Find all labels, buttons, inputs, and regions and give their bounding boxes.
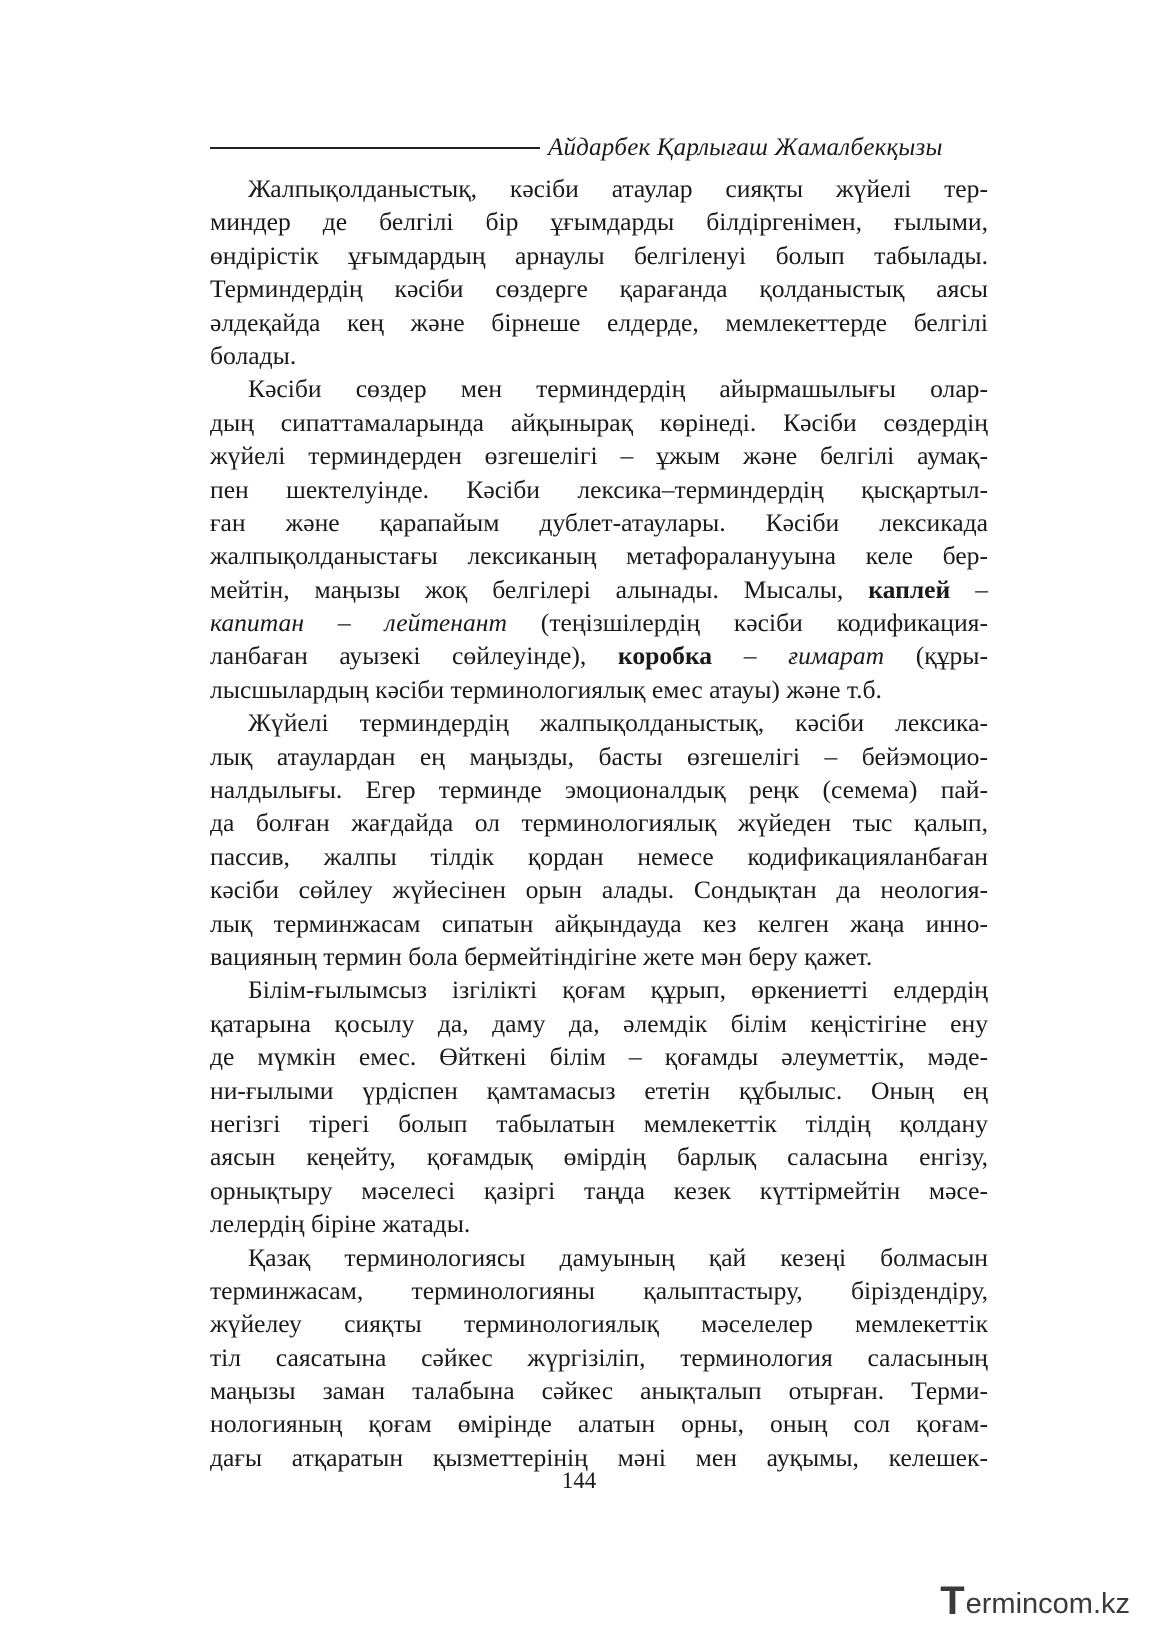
italic-term: ғимарат (788, 641, 885, 671)
italic-term: капитан – лейтенант (210, 608, 507, 638)
text-run: лық терминжасам сипатын айқындауда кез келген жаңа инно- (210, 908, 988, 938)
text-run: миндер де белгілі бір ұғымдарды білдіргенімен, ғылыми, (210, 207, 988, 237)
text-line (210, 1341, 988, 1374)
text-run: дың сипаттамаларында айқынырақ көрінеді. Кәсіби сөздердің (210, 407, 988, 437)
text-line (210, 673, 988, 706)
text-line (210, 1407, 988, 1440)
text-run: мейтін, маңызы жоқ белгілері алынады. Мысалы, (210, 574, 869, 604)
text-run: өндірістік ұғымдардың арнаулы белгіленуі болып табылады. (210, 240, 988, 270)
header-author: Айдарбек Қарлығаш Жамалбекқызы (548, 134, 943, 161)
text-run: Терминдердің кәсіби сөздерге қарағанда қолданыстық аясы (210, 274, 988, 304)
bold-term: коробка (617, 641, 713, 671)
paragraph (210, 1241, 988, 1475)
text-run: жүйелі терминдерден өзгешелігі – ұжым және белгілі аумақ- (210, 441, 988, 471)
text-line (210, 1174, 988, 1207)
text-line (210, 1007, 988, 1040)
text-line (210, 639, 988, 672)
text-run: ни-ғылыми үрдіспен қамтамасыз ететін құбылыс. Оның ең (210, 1075, 988, 1105)
running-header (210, 131, 988, 165)
text-run: Жүйелі терминдердің жалпықолданыстық, кәсіби лексика- (248, 708, 988, 738)
text-run: болады. (210, 340, 297, 370)
text-line (210, 1107, 988, 1140)
text-run: әлдеқайда кең және бірнеше елдерде, мемлекеттерде белгілі (210, 307, 988, 337)
text-line (210, 706, 988, 739)
body-text (210, 172, 988, 1474)
text-line (210, 940, 988, 973)
header-rule (210, 147, 540, 149)
text-run: терминжасам, терминологияны қалыптастыру, біріздендіру, (210, 1275, 988, 1305)
text-run: – (950, 574, 988, 604)
watermark-text: ermincom.kz (965, 1588, 1130, 1620)
text-line (210, 907, 988, 940)
text-line (210, 973, 988, 1006)
text-run: дағы атқаратын қызметтерінің мәні мен ауқымы, келешек- (210, 1442, 988, 1472)
text-line (210, 573, 988, 606)
text-line (210, 806, 988, 839)
text-line (210, 205, 988, 238)
text-run: жалпықолданыстағы лексиканың метафораланууына келе бер- (210, 541, 988, 571)
text-run: (құры- (884, 641, 989, 671)
text-run: лысшылардың кәсіби терминологиялық емес атауы) және т.б. (210, 674, 882, 704)
text-line (210, 1307, 988, 1340)
text-run: Қазақ терминологиясы дамуының қай кезеңі болмасын (248, 1242, 988, 1272)
paragraph (210, 172, 988, 372)
text-run: аясын кеңейту, қоғамдық өмірдің барлық саласына енгізу, (210, 1142, 988, 1172)
text-line (210, 172, 988, 205)
text-line (210, 1241, 988, 1274)
text-run: Кәсіби сөздер мен терминдердің айырмашылығы олар- (248, 374, 988, 404)
text-line (210, 606, 988, 639)
text-run: де мүмкін емес. Өйткені білім – қоғамды әлеуметтік, мәде- (210, 1042, 988, 1072)
text-run: да болған жағдайда ол терминологиялық жүйеден тыс қалып, (210, 808, 988, 838)
text-line (210, 1074, 988, 1107)
text-run: тіл саясатына сәйкес жүргізіліп, терминология саласының (210, 1342, 988, 1372)
bold-term: каплей (868, 574, 951, 604)
text-run: пен шектелуінде. Кәсіби лексика–терминдердің қысқартыл- (210, 474, 988, 504)
text-run: негізгі тірегі болып табылатын мемлекеттік тілдің қолдану (210, 1108, 988, 1138)
text-line (210, 1040, 988, 1073)
text-run: кәсіби сөйлеу жүйесінен орын алады. Сондықтан да неология- (210, 875, 988, 905)
text-line (210, 239, 988, 272)
text-line (210, 873, 988, 906)
text-run: Білім-ғылымсыз ізгілікті қоғам құрып, өркениетті елдердің (248, 975, 988, 1005)
text-run: вацияның термин бола бермейтіндігіне жете мән беру қажет. (210, 941, 873, 971)
text-run: ған және қарапайым дублет-атаулары. Кәсіби лексикада (210, 507, 988, 537)
text-line (210, 272, 988, 305)
watermark-initial: T (940, 1579, 965, 1623)
text-line (210, 840, 988, 873)
text-line (210, 372, 988, 405)
text-run: пассив, жалпы тілдік қордан немесе кодификацияланбаған (210, 841, 988, 871)
text-line (210, 339, 988, 372)
text-run: лық атаулардан ең маңызды, басты өзгешелігі – бейэмоцио- (210, 741, 988, 771)
text-line (210, 473, 988, 506)
text-line (210, 1140, 988, 1173)
paragraph (210, 372, 988, 706)
text-line (210, 306, 988, 339)
page-number: 144 (561, 1468, 597, 1493)
text-run: ланбаған ауызекі сөйлеуінде), (210, 641, 618, 671)
text-line (210, 740, 988, 773)
text-line (210, 439, 988, 472)
text-line (210, 773, 988, 806)
text-line (210, 506, 988, 539)
text-run: орнықтыру мәселесі қазіргі таңда кезек күттірмейтін мәсе- (210, 1175, 988, 1205)
text-run: налдылығы. Егер терминде эмоционалдық реңк (семема) пай- (210, 775, 988, 805)
text-line (210, 1374, 988, 1407)
text-run: – (712, 641, 789, 671)
text-run: Жалпықолданыстық, кәсіби атаулар сияқты жүйелі тер- (248, 174, 988, 203)
text-line (210, 1274, 988, 1307)
text-run: (теңізшілердің кәсіби кодификация- (506, 608, 988, 638)
paragraph (210, 706, 988, 973)
text-run: жүйелеу сияқты терминологиялық мәселелер мемлекеттік (210, 1309, 988, 1339)
text-run: маңызы заман талабына сәйкес анықталып отырған. Терми- (210, 1376, 988, 1406)
paragraph (210, 973, 988, 1240)
text-run: нологияның қоғам өмірінде алатын орны, оның сол қоғам- (210, 1409, 988, 1439)
text-line (210, 406, 988, 439)
text-line (210, 539, 988, 572)
text-run: лелердің біріне жатады. (210, 1209, 471, 1239)
watermark-logo (940, 1579, 1130, 1623)
text-line (210, 1207, 988, 1240)
text-run: қатарына қосылу да, даму да, әлемдік білім кеңістігіне ену (210, 1008, 988, 1038)
